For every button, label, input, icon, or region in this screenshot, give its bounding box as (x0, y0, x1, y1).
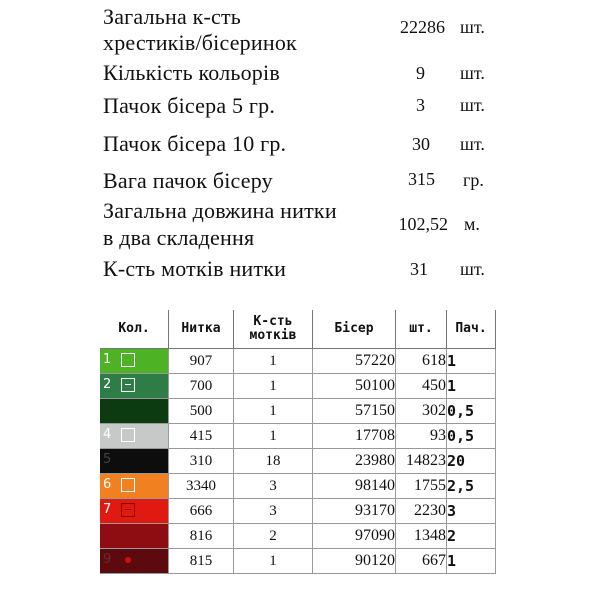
skein-count: 2 (234, 524, 313, 549)
bead-count: 1348 (396, 524, 447, 549)
bead-count: 93 (396, 424, 447, 449)
thread-code: 3340 (169, 474, 234, 499)
skein-count: 18 (234, 449, 313, 474)
table-row (100, 399, 496, 424)
pack-count: 20 (447, 449, 496, 474)
thread-code: 700 (169, 374, 234, 399)
packs-5g-label: Пачок бісера 5 гр. (103, 93, 276, 118)
pack-count: 1 (447, 549, 496, 574)
skein-count: 1 (234, 424, 313, 449)
dash-box-symbol-icon (121, 378, 135, 392)
pack-count: 2,5 (447, 474, 496, 499)
skeins-unit: шт. (460, 259, 485, 279)
bead-code: 23980 (313, 449, 396, 474)
thread-length-label-1: Загальна довжина нитки (103, 198, 337, 223)
pack-count: 3 (447, 499, 496, 524)
bead-count: 1755 (396, 474, 447, 499)
color-number: 3 (103, 402, 112, 417)
header-kol: Кол. (100, 310, 169, 349)
color-legend-table (100, 310, 496, 574)
pack-weight-label: Вага пачок бісеру (103, 168, 273, 193)
thread-code: 815 (169, 549, 234, 574)
pack-count: 0,5 (447, 399, 496, 424)
color-swatch (100, 399, 169, 424)
table-row (100, 349, 496, 374)
thread-code: 816 (169, 524, 234, 549)
pack-count: 1 (447, 349, 496, 374)
header-pach: Пач. (447, 310, 496, 349)
color-swatch (100, 349, 169, 374)
packs-10g-unit: шт. (460, 134, 485, 154)
thread-code: 310 (169, 449, 234, 474)
color-swatch (100, 424, 169, 449)
skeins-label: К-сть мотків нитки (103, 256, 287, 281)
packs-10g-label: Пачок бісера 10 гр. (103, 131, 287, 156)
header-motkiv (234, 310, 313, 349)
thread-length-unit: м. (464, 214, 480, 234)
thread-code: 500 (169, 399, 234, 424)
bead-count: 302 (396, 399, 447, 424)
bead-code: 17708 (313, 424, 396, 449)
thread-code: 907 (169, 349, 234, 374)
bead-count: 14823 (396, 449, 447, 474)
total-stitches-label-1: Загальна к-сть (103, 4, 242, 29)
box-symbol-icon (121, 428, 135, 442)
bead-count: 450 (396, 374, 447, 399)
header-motkiv-line1: К-сть (253, 314, 293, 329)
skein-count: 3 (234, 499, 313, 524)
colors-count-label: Кількість кольорів (103, 60, 280, 85)
header-motkiv-line2: мотків (249, 328, 297, 343)
bead-code: 57150 (313, 399, 396, 424)
bead-count: 2230 (396, 499, 447, 524)
bead-count: 667 (396, 549, 447, 574)
packs-10g-value: 30 (412, 134, 430, 154)
table-row (100, 524, 496, 549)
skein-count: 3 (234, 474, 313, 499)
box-symbol-icon (121, 478, 135, 492)
box-symbol-icon (121, 353, 135, 367)
pack-weight-unit: гр. (463, 170, 484, 190)
pack-count: 1 (447, 374, 496, 399)
colors-count-value: 9 (416, 63, 425, 83)
legend-body (100, 349, 496, 574)
color-number: 2 (103, 377, 112, 392)
thread-code: 415 (169, 424, 234, 449)
color-number: 5 (103, 452, 112, 467)
color-swatch (100, 449, 169, 474)
table-row (100, 424, 496, 449)
skein-count: 1 (234, 374, 313, 399)
bead-code: 98140 (313, 474, 396, 499)
table-row (100, 374, 496, 399)
color-number: 8 (103, 527, 112, 542)
skein-count: 1 (234, 399, 313, 424)
dash-box-symbol-icon (121, 503, 135, 517)
table-row (100, 449, 496, 474)
color-number: 1 (103, 352, 112, 367)
color-number: 6 (103, 477, 112, 492)
bead-code: 57220 (313, 349, 396, 374)
pack-count: 0,5 (447, 424, 496, 449)
bead-code: 90120 (313, 549, 396, 574)
header-biser: Бісер (313, 310, 396, 349)
packs-5g-unit: шт. (460, 95, 485, 115)
pack-count: 2 (447, 524, 496, 549)
summary-block (0, 0, 600, 290)
bead-code: 50100 (313, 374, 396, 399)
color-swatch (100, 374, 169, 399)
header-sht: шт. (396, 310, 447, 349)
dot-symbol-icon (125, 557, 131, 563)
legend-header-row (100, 310, 496, 349)
thread-code: 666 (169, 499, 234, 524)
total-stitches-label-2: хрестиків/бісеринок (103, 30, 297, 55)
color-swatch (100, 524, 169, 549)
color-number: 7 (103, 502, 112, 517)
packs-5g-value: 3 (416, 95, 425, 115)
color-swatch (100, 499, 169, 524)
color-number: 9 (103, 552, 112, 567)
skein-count: 1 (234, 549, 313, 574)
bead-count: 618 (396, 349, 447, 374)
total-stitches-value: 22286 (400, 17, 445, 37)
header-nytka: Нитка (169, 310, 234, 349)
table-row (100, 549, 496, 574)
table-row (100, 499, 496, 524)
total-stitches-unit: шт. (460, 17, 485, 37)
table-row (100, 474, 496, 499)
color-swatch (100, 549, 169, 574)
bead-code: 97090 (313, 524, 396, 549)
colors-count-unit: шт. (460, 63, 485, 83)
thread-length-value: 102,52 (398, 214, 448, 234)
pack-weight-value: 315 (408, 169, 435, 189)
color-swatch (100, 474, 169, 499)
color-number: 4 (103, 427, 112, 442)
bead-code: 93170 (313, 499, 396, 524)
skein-count: 1 (234, 349, 313, 374)
thread-length-label-2: в два складення (103, 225, 255, 250)
skeins-value: 31 (410, 259, 428, 279)
